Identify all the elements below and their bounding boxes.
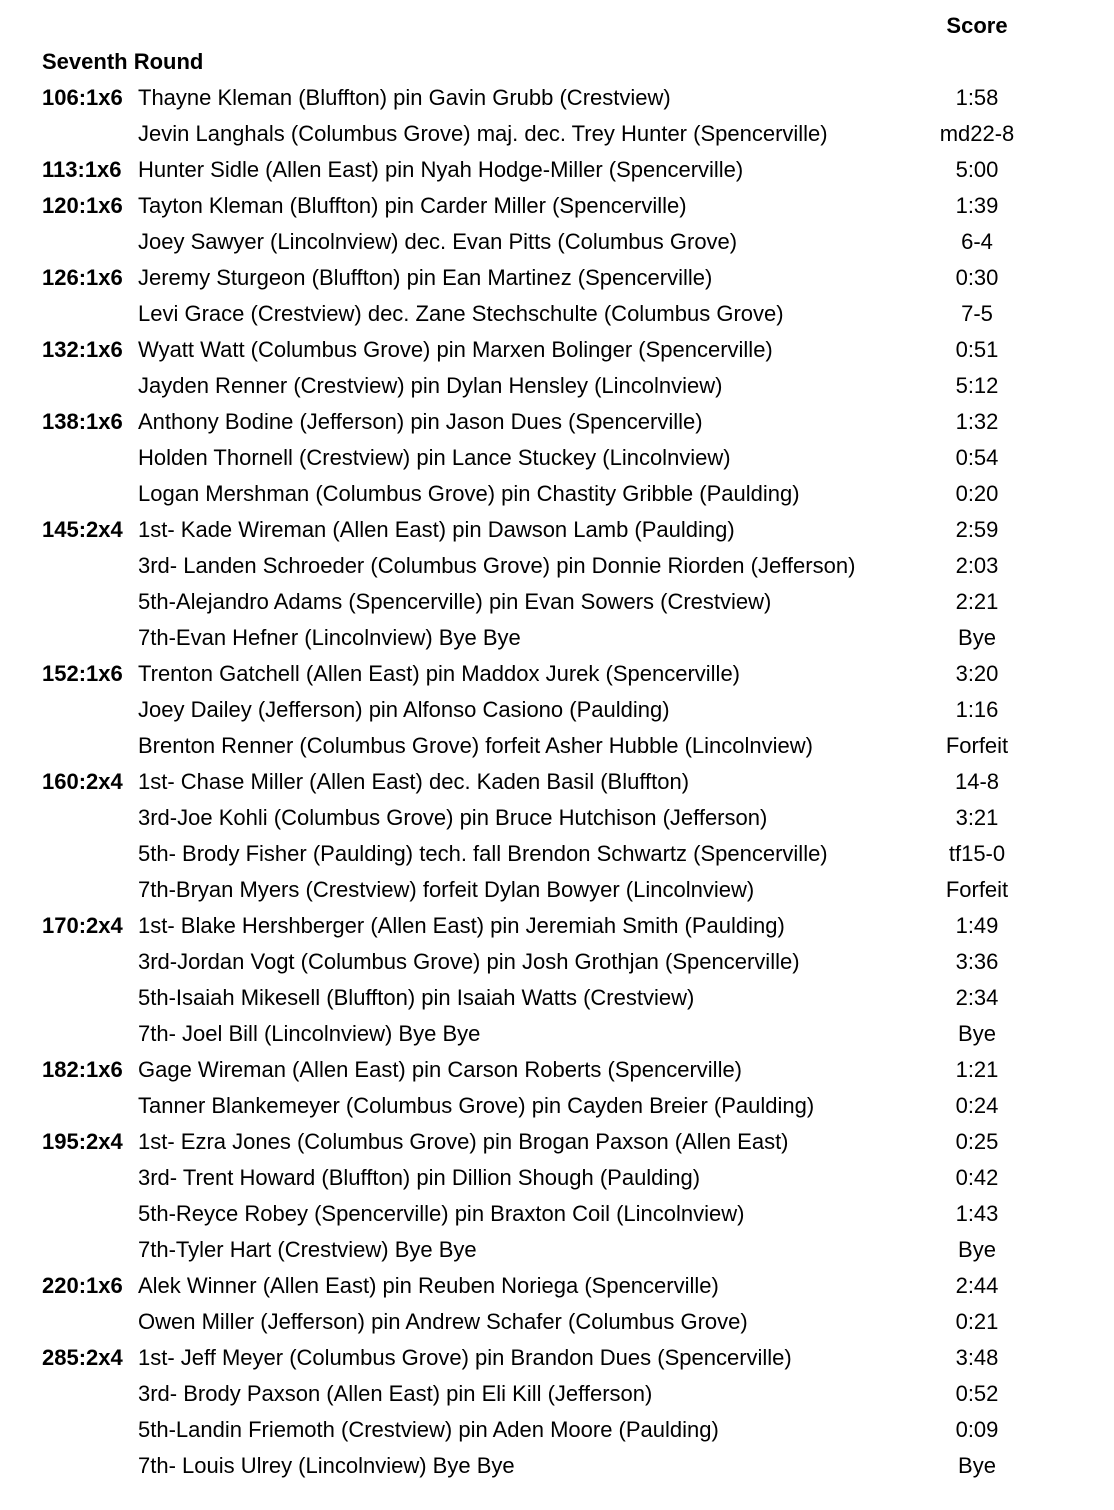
result-row [0, 192, 1114, 228]
result-row [0, 1020, 1114, 1056]
result-row [0, 588, 1114, 624]
result-row [0, 1164, 1114, 1200]
weight-class-label: 145:2x4 [42, 517, 123, 542]
result-row [0, 660, 1114, 696]
weight-class-label: 182:1x6 [42, 1057, 123, 1082]
weight-class-label: 170:2x4 [42, 913, 123, 938]
match-description: 5th-Isaiah Mikesell (Bluffton) pin Isaiah Watts (Crestview) [138, 985, 695, 1010]
match-description: Tayton Kleman (Bluffton) pin Carder Miller (Spencerville) [138, 193, 687, 218]
weight-class-label: 106:1x6 [42, 85, 123, 110]
match-description: 7th- Joel Bill (Lincolnview) Bye Bye [138, 1021, 481, 1046]
match-description: Alek Winner (Allen East) pin Reuben Noriega (Spencerville) [138, 1273, 719, 1298]
match-score: 0:09 [955, 1417, 999, 1442]
result-row [0, 1200, 1114, 1236]
result-row [0, 1272, 1114, 1308]
result-row [0, 516, 1114, 552]
match-score: 5:00 [955, 157, 999, 182]
match-description: 5th-Landin Friemoth (Crestview) pin Aden Moore (Paulding) [138, 1417, 719, 1442]
results-list [0, 84, 1114, 1488]
match-score: 3:48 [955, 1345, 999, 1370]
match-description: 1st- Blake Hershberger (Allen East) pin Jeremiah Smith (Paulding) [138, 913, 785, 938]
match-description: 7th-Bryan Myers (Crestview) forfeit Dylan Bowyer (Lincolnview) [138, 877, 755, 902]
score-column-header: Score [946, 13, 1008, 38]
match-description: 1st- Kade Wireman (Allen East) pin Dawson Lamb (Paulding) [138, 517, 735, 542]
match-description: Logan Mershman (Columbus Grove) pin Chastity Gribble (Paulding) [138, 481, 800, 506]
result-row [0, 552, 1114, 588]
result-row [0, 372, 1114, 408]
match-description: 3rd- Brody Paxson (Allen East) pin Eli Kill (Jefferson) [138, 1381, 653, 1406]
match-score: 1:39 [955, 193, 999, 218]
match-score: md22-8 [939, 121, 1015, 146]
match-score: 1:32 [955, 409, 999, 434]
result-row [0, 1236, 1114, 1272]
result-row [0, 1092, 1114, 1128]
result-row [0, 1128, 1114, 1164]
match-description: 3rd- Trent Howard (Bluffton) pin Dillion Shough (Paulding) [138, 1165, 701, 1190]
match-score: Forfeit [945, 877, 1009, 902]
match-description: Hunter Sidle (Allen East) pin Nyah Hodge-Miller (Spencerville) [138, 157, 744, 182]
result-row [0, 876, 1114, 912]
match-description: 3rd-Joe Kohli (Columbus Grove) pin Bruce Hutchison (Jefferson) [138, 805, 768, 830]
match-score: 1:43 [955, 1201, 999, 1226]
match-description: 3rd-Jordan Vogt (Columbus Grove) pin Josh Grothjan (Spencerville) [138, 949, 800, 974]
result-row [0, 408, 1114, 444]
match-score: Forfeit [945, 733, 1009, 758]
match-score: 14-8 [954, 769, 1000, 794]
match-description: 5th-Alejandro Adams (Spencerville) pin Evan Sowers (Crestview) [138, 589, 772, 614]
match-description: 7th- Louis Ulrey (Lincolnview) Bye Bye [138, 1453, 515, 1478]
result-row [0, 264, 1114, 300]
match-score: 5:12 [955, 373, 999, 398]
result-row [0, 912, 1114, 948]
match-description: 1st- Jeff Meyer (Columbus Grove) pin Brandon Dues (Spencerville) [138, 1345, 792, 1370]
match-score: 1:58 [955, 85, 999, 110]
result-row [0, 120, 1114, 156]
match-description: Gage Wireman (Allen East) pin Carson Roberts (Spencerville) [138, 1057, 743, 1082]
result-row [0, 768, 1114, 804]
match-score: Bye [958, 625, 996, 650]
match-description: Anthony Bodine (Jefferson) pin Jason Dues (Spencerville) [138, 409, 703, 434]
match-description: Joey Dailey (Jefferson) pin Alfonso Casiono (Paulding) [138, 697, 670, 722]
match-description: Owen Miller (Jefferson) pin Andrew Schafer (Columbus Grove) [138, 1309, 748, 1334]
result-row [0, 1344, 1114, 1380]
weight-class-label: 152:1x6 [42, 661, 123, 686]
result-row [0, 1380, 1114, 1416]
match-score: 1:21 [955, 1057, 999, 1082]
match-score: 6-4 [961, 229, 993, 254]
match-description: Jayden Renner (Crestview) pin Dylan Hensley (Lincolnview) [138, 373, 723, 398]
weight-class-label: 220:1x6 [42, 1273, 123, 1298]
match-description: Trenton Gatchell (Allen East) pin Maddox Jurek (Spencerville) [138, 661, 741, 686]
match-description: Wyatt Watt (Columbus Grove) pin Marxen Bolinger (Spencerville) [138, 337, 773, 362]
match-score: 0:30 [955, 265, 999, 290]
match-score: 2:59 [955, 517, 999, 542]
match-score: Bye [958, 1237, 996, 1262]
match-description: Tanner Blankemeyer (Columbus Grove) pin Cayden Breier (Paulding) [138, 1093, 815, 1118]
match-score: 1:16 [955, 697, 999, 722]
weight-class-label: 195:2x4 [42, 1129, 123, 1154]
weight-class-label: 132:1x6 [42, 337, 123, 362]
match-score: 0:25 [955, 1129, 999, 1154]
match-score: 3:36 [955, 949, 999, 974]
match-score: 2:21 [955, 589, 999, 614]
result-row [0, 1056, 1114, 1092]
match-description: Brenton Renner (Columbus Grove) forfeit Asher Hubble (Lincolnview) [138, 733, 813, 758]
match-score: 0:24 [955, 1093, 999, 1118]
match-description: Joey Sawyer (Lincolnview) dec. Evan Pitts (Columbus Grove) [138, 229, 738, 254]
match-score: 2:03 [955, 553, 999, 578]
result-row [0, 948, 1114, 984]
match-score: 0:52 [955, 1381, 999, 1406]
match-description: Holden Thornell (Crestview) pin Lance Stuckey (Lincolnview) [138, 445, 731, 470]
match-description: Jevin Langhals (Columbus Grove) maj. dec. Trey Hunter (Spencerville) [138, 121, 828, 146]
result-row [0, 228, 1114, 264]
match-description: Jeremy Sturgeon (Bluffton) pin Ean Martinez (Spencerville) [138, 265, 713, 290]
weight-class-label: 138:1x6 [42, 409, 123, 434]
result-row [0, 156, 1114, 192]
result-row [0, 336, 1114, 372]
weight-class-label: 160:2x4 [42, 769, 123, 794]
match-description: Thayne Kleman (Bluffton) pin Gavin Grubb (Crestview) [138, 85, 671, 110]
match-score: 3:20 [955, 661, 999, 686]
match-score: 2:34 [955, 985, 999, 1010]
result-row [0, 732, 1114, 768]
match-score: 0:51 [955, 337, 999, 362]
match-score: Bye [958, 1021, 996, 1046]
result-row [0, 804, 1114, 840]
match-score: 2:44 [955, 1273, 999, 1298]
weight-class-label: 120:1x6 [42, 193, 123, 218]
match-score: 1:49 [955, 913, 999, 938]
result-row [0, 696, 1114, 732]
match-description: 5th-Reyce Robey (Spencerville) pin Braxton Coil (Lincolnview) [138, 1201, 745, 1226]
weight-class-label: 285:2x4 [42, 1345, 123, 1370]
match-score: tf15-0 [948, 841, 1006, 866]
match-description: 1st- Chase Miller (Allen East) dec. Kaden Basil (Bluffton) [138, 769, 690, 794]
result-row [0, 624, 1114, 660]
round-title: Seventh Round [42, 49, 204, 74]
match-description: 5th- Brody Fisher (Paulding) tech. fall Brendon Schwartz (Spencerville) [138, 841, 828, 866]
match-score: Bye [958, 1453, 996, 1478]
result-row [0, 84, 1114, 120]
match-score: 3:21 [955, 805, 999, 830]
match-score: 0:21 [955, 1309, 999, 1334]
match-description: Levi Grace (Crestview) dec. Zane Stechschulte (Columbus Grove) [138, 301, 784, 326]
match-score: 0:42 [955, 1165, 999, 1190]
result-row [0, 984, 1114, 1020]
match-score: 0:20 [955, 481, 999, 506]
match-description: 7th-Tyler Hart (Crestview) Bye Bye [138, 1237, 477, 1262]
match-score: 7-5 [961, 301, 993, 326]
result-row [0, 1452, 1114, 1488]
result-row [0, 840, 1114, 876]
result-row [0, 480, 1114, 516]
weight-class-label: 126:1x6 [42, 265, 123, 290]
match-description: 3rd- Landen Schroeder (Columbus Grove) pin Donnie Riorden (Jefferson) [138, 553, 856, 578]
weight-class-label: 113:1x6 [42, 157, 122, 182]
match-description: 1st- Ezra Jones (Columbus Grove) pin Brogan Paxson (Allen East) [138, 1129, 789, 1154]
match-score: 0:54 [955, 445, 999, 470]
result-row [0, 1308, 1114, 1344]
result-row [0, 300, 1114, 336]
result-row [0, 444, 1114, 480]
result-row [0, 1416, 1114, 1452]
match-description: 7th-Evan Hefner (Lincolnview) Bye Bye [138, 625, 521, 650]
